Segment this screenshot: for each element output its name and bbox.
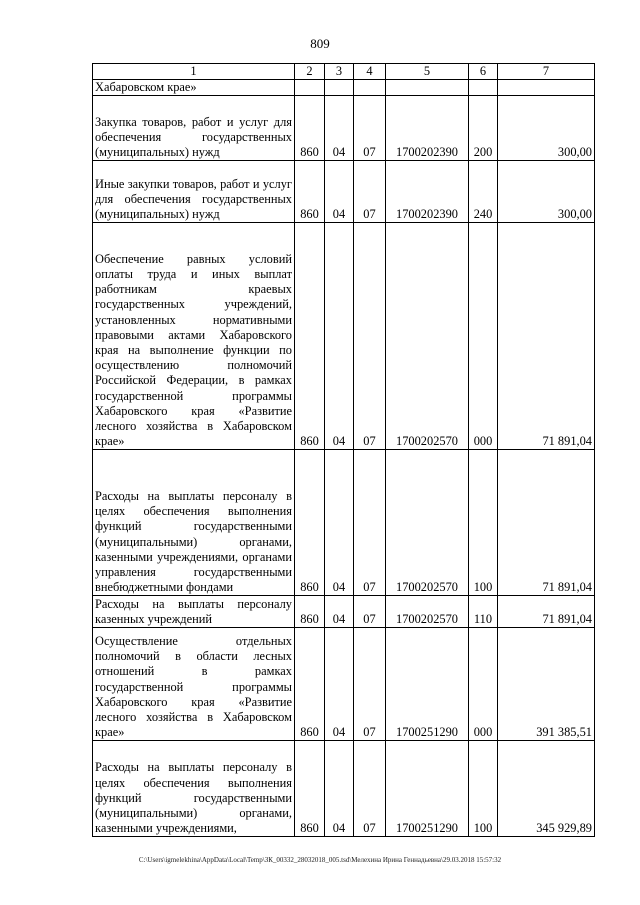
cell-amount: 300,00 xyxy=(498,96,595,161)
cell-amount: 300,00 xyxy=(498,161,595,223)
row-name: Закупка товаров, работ и услуг для обеспечения государственных (муниципальных) нужд xyxy=(93,96,295,161)
cell-subsection: 07 xyxy=(354,96,386,161)
row-name: Расходы на выплаты персоналу казенных учреждений xyxy=(93,596,295,628)
cell-expense-type: 110 xyxy=(469,596,498,628)
column-header: 7 xyxy=(498,64,595,80)
cell-admin-code: 860 xyxy=(295,161,325,223)
budget-table xyxy=(92,63,595,837)
cell-section: 04 xyxy=(325,223,354,450)
cell-amount: 391 385,51 xyxy=(498,628,595,741)
cell-expense-type xyxy=(469,80,498,96)
cell-section: 04 xyxy=(325,161,354,223)
column-header: 3 xyxy=(325,64,354,80)
table-row xyxy=(93,96,595,161)
column-header: 1 xyxy=(93,64,295,80)
cell-admin-code: 860 xyxy=(295,628,325,741)
footer-file-path: C:\Users\igmelekhina\AppData\Local\Temp\ЗК_00332_28032018_005.tsd\Мелехина Ирина Геннадьевна\29.03.2018 15:57:32 xyxy=(138,856,502,864)
cell-target-article: 1700202390 xyxy=(386,96,469,161)
cell-section: 04 xyxy=(325,450,354,596)
column-header: 4 xyxy=(354,64,386,80)
cell-admin-code: 860 xyxy=(295,741,325,837)
table-row xyxy=(93,741,595,837)
cell-admin-code: 860 xyxy=(295,223,325,450)
cell-amount: 71 891,04 xyxy=(498,596,595,628)
row-name: Хабаровском крае» xyxy=(93,80,295,96)
row-name: Расходы на выплаты персоналу в целях обеспечения выполнения функций государственными (муниципальными) органами, казенными учреждениями, xyxy=(93,741,295,837)
table-header-row xyxy=(93,64,595,80)
row-name: Иные закупки товаров, работ и услуг для обеспечения государственных (муниципальных) нужд xyxy=(93,161,295,223)
row-name: Расходы на выплаты персоналу в целях обеспечения выполнения функций государственными (муниципальными) органами, казенными учреждениями, органами управления государственными внебюджетными фондами xyxy=(93,450,295,596)
cell-target-article: 1700251290 xyxy=(386,628,469,741)
column-header: 6 xyxy=(469,64,498,80)
cell-section: 04 xyxy=(325,596,354,628)
table-row xyxy=(93,223,595,450)
page-number: 809 xyxy=(310,36,330,51)
cell-subsection: 07 xyxy=(354,223,386,450)
cell-admin-code xyxy=(295,80,325,96)
cell-subsection: 07 xyxy=(354,161,386,223)
cell-subsection: 07 xyxy=(354,741,386,837)
cell-target-article: 1700202570 xyxy=(386,450,469,596)
column-header: 2 xyxy=(295,64,325,80)
cell-expense-type: 100 xyxy=(469,450,498,596)
table-row xyxy=(93,80,595,96)
cell-subsection: 07 xyxy=(354,628,386,741)
cell-expense-type: 000 xyxy=(469,628,498,741)
cell-section: 04 xyxy=(325,741,354,837)
cell-expense-type: 100 xyxy=(469,741,498,837)
table-row xyxy=(93,161,595,223)
cell-amount xyxy=(498,80,595,96)
cell-section: 04 xyxy=(325,96,354,161)
row-name: Обеспечение равных условий оплаты труда и иных выплат работникам краевых государственных учреждений, установленных нормативными правовыми актами Хабаровского края на выполнение функции по осуществлению полномочий Российской Федерации, в рамках государственной программы Хабаровского края «Развитие лесного хозяйства в Хабаровском крае» xyxy=(93,223,295,450)
cell-amount: 71 891,04 xyxy=(498,450,595,596)
cell-admin-code: 860 xyxy=(295,596,325,628)
cell-amount: 71 891,04 xyxy=(498,223,595,450)
row-name: Осуществление отдельных полномочий в области лесных отношений в рамках государственной программы Хабаровского края «Развитие лесного хозяйства в Хабаровском крае» xyxy=(93,628,295,741)
column-header: 5 xyxy=(386,64,469,80)
cell-target-article: 1700202570 xyxy=(386,223,469,450)
cell-subsection: 07 xyxy=(354,450,386,596)
table-row xyxy=(93,450,595,596)
cell-subsection xyxy=(354,80,386,96)
cell-target-article: 1700202390 xyxy=(386,161,469,223)
cell-target-article xyxy=(386,80,469,96)
cell-subsection: 07 xyxy=(354,596,386,628)
cell-target-article: 1700202570 xyxy=(386,596,469,628)
cell-expense-type: 200 xyxy=(469,96,498,161)
table-row xyxy=(93,628,595,741)
cell-section xyxy=(325,80,354,96)
cell-admin-code: 860 xyxy=(295,450,325,596)
cell-section: 04 xyxy=(325,628,354,741)
cell-target-article: 1700251290 xyxy=(386,741,469,837)
cell-expense-type: 240 xyxy=(469,161,498,223)
table-row xyxy=(93,596,595,628)
cell-admin-code: 860 xyxy=(295,96,325,161)
cell-expense-type: 000 xyxy=(469,223,498,450)
cell-amount: 345 929,89 xyxy=(498,741,595,837)
